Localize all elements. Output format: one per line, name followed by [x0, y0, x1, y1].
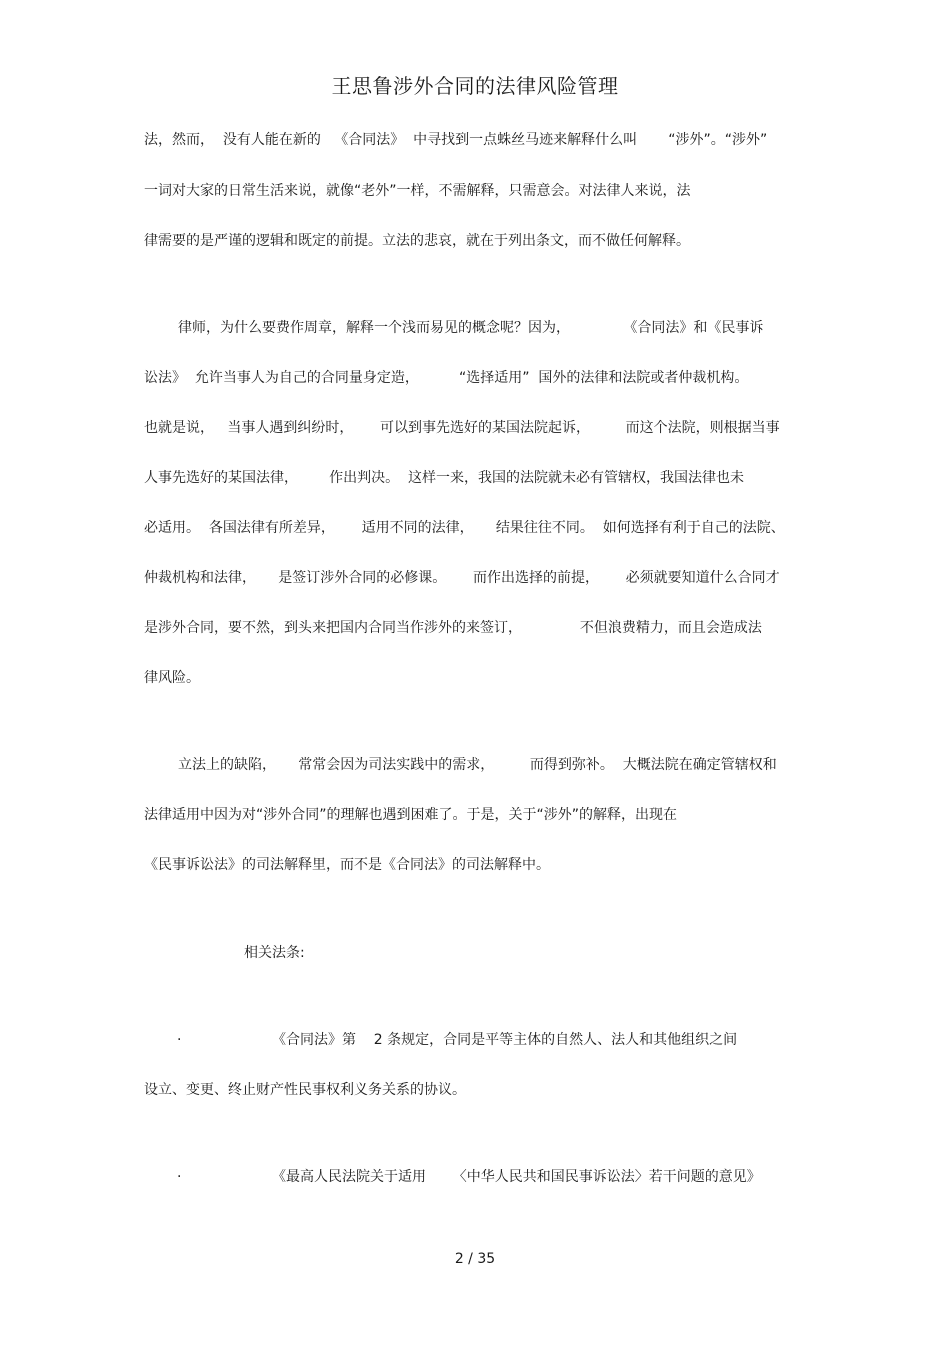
text-line: 法，然而， 没有人能在新的 《合同法》 中寻找到一点蛛丝马迹来解释什么叫 “涉外”。“涉外” — [144, 132, 768, 148]
text-line: 法律适用中因为对“涉外合同”的理解也遇到困难了。于是，关于“涉外”的解释，出现在 — [144, 807, 678, 823]
bullet-icon: · — [177, 1169, 182, 1185]
bullet-icon: · — [177, 1032, 182, 1048]
text-line: 是涉外合同，要不然，到头来把国内合同当作涉外的来签订， 不但浪费精力，而且会造成法 — [144, 620, 762, 636]
text-line: 人事先选好的某国法律， 作出判决。 这样一来，我国的法院就未必有管辖权，我国法律也未 — [144, 470, 745, 486]
text-line: 一词对大家的日常生活来说，就像“老外”一样，不需解释，只需意会。对法律人来说，法 — [144, 183, 691, 199]
text-line: 《民事诉讼法》的司法解释里，而不是《合同法》的司法解释中。 — [144, 857, 550, 873]
text-line: 仲裁机构和法律， 是签订涉外合同的必修课。 而作出选择的前提， 必须就要知道什么合同才 — [144, 570, 780, 586]
text-line: 立法上的缺陷， 常常会因为司法实践中的需求， 而得到弥补。 大概法院在确定管辖权和 — [178, 757, 777, 773]
text-line: 必适用。 各国法律有所差异， 适用不同的法律， 结果往往不同。 如何选择有利于自己的法院、 — [144, 520, 785, 536]
text-line: 也就是说， 当事人遇到纠纷时， 可以到事先选好的某国法院起诉， 而这个法院，则根据当事 — [144, 420, 780, 436]
text-line: 设立、变更、终止财产性民事权利义务关系的协议。 — [144, 1082, 466, 1098]
text-line: 律风险。 — [144, 670, 200, 686]
page-number: 2 / 35 — [454, 1251, 496, 1267]
text-line: 律师，为什么要费作周章，解释一个浅而易见的概念呢？因为， 《合同法》和《民事诉 — [178, 320, 764, 336]
text-line: 讼法》 允许当事人为自己的合同量身定造， “选择适用” 国外的法律和法院或者仲裁机构。 — [144, 370, 749, 386]
text-line: 《合同法》第 2 条规定，合同是平等主体的自然人、法人和其他组织之间 — [272, 1032, 738, 1048]
text-line: 《最高人民法院关于适用 〈中华人民共和国民事诉讼法〉若干问题的意见》 — [272, 1169, 761, 1185]
section-label: 相关法条: — [244, 945, 305, 961]
text-line: 律需要的是严谨的逻辑和既定的前提。立法的悲哀，就在于列出条文，而不做任何解释。 — [144, 233, 690, 249]
document-title: 王思鲁涉外合同的法律风险管理 — [331, 74, 619, 98]
